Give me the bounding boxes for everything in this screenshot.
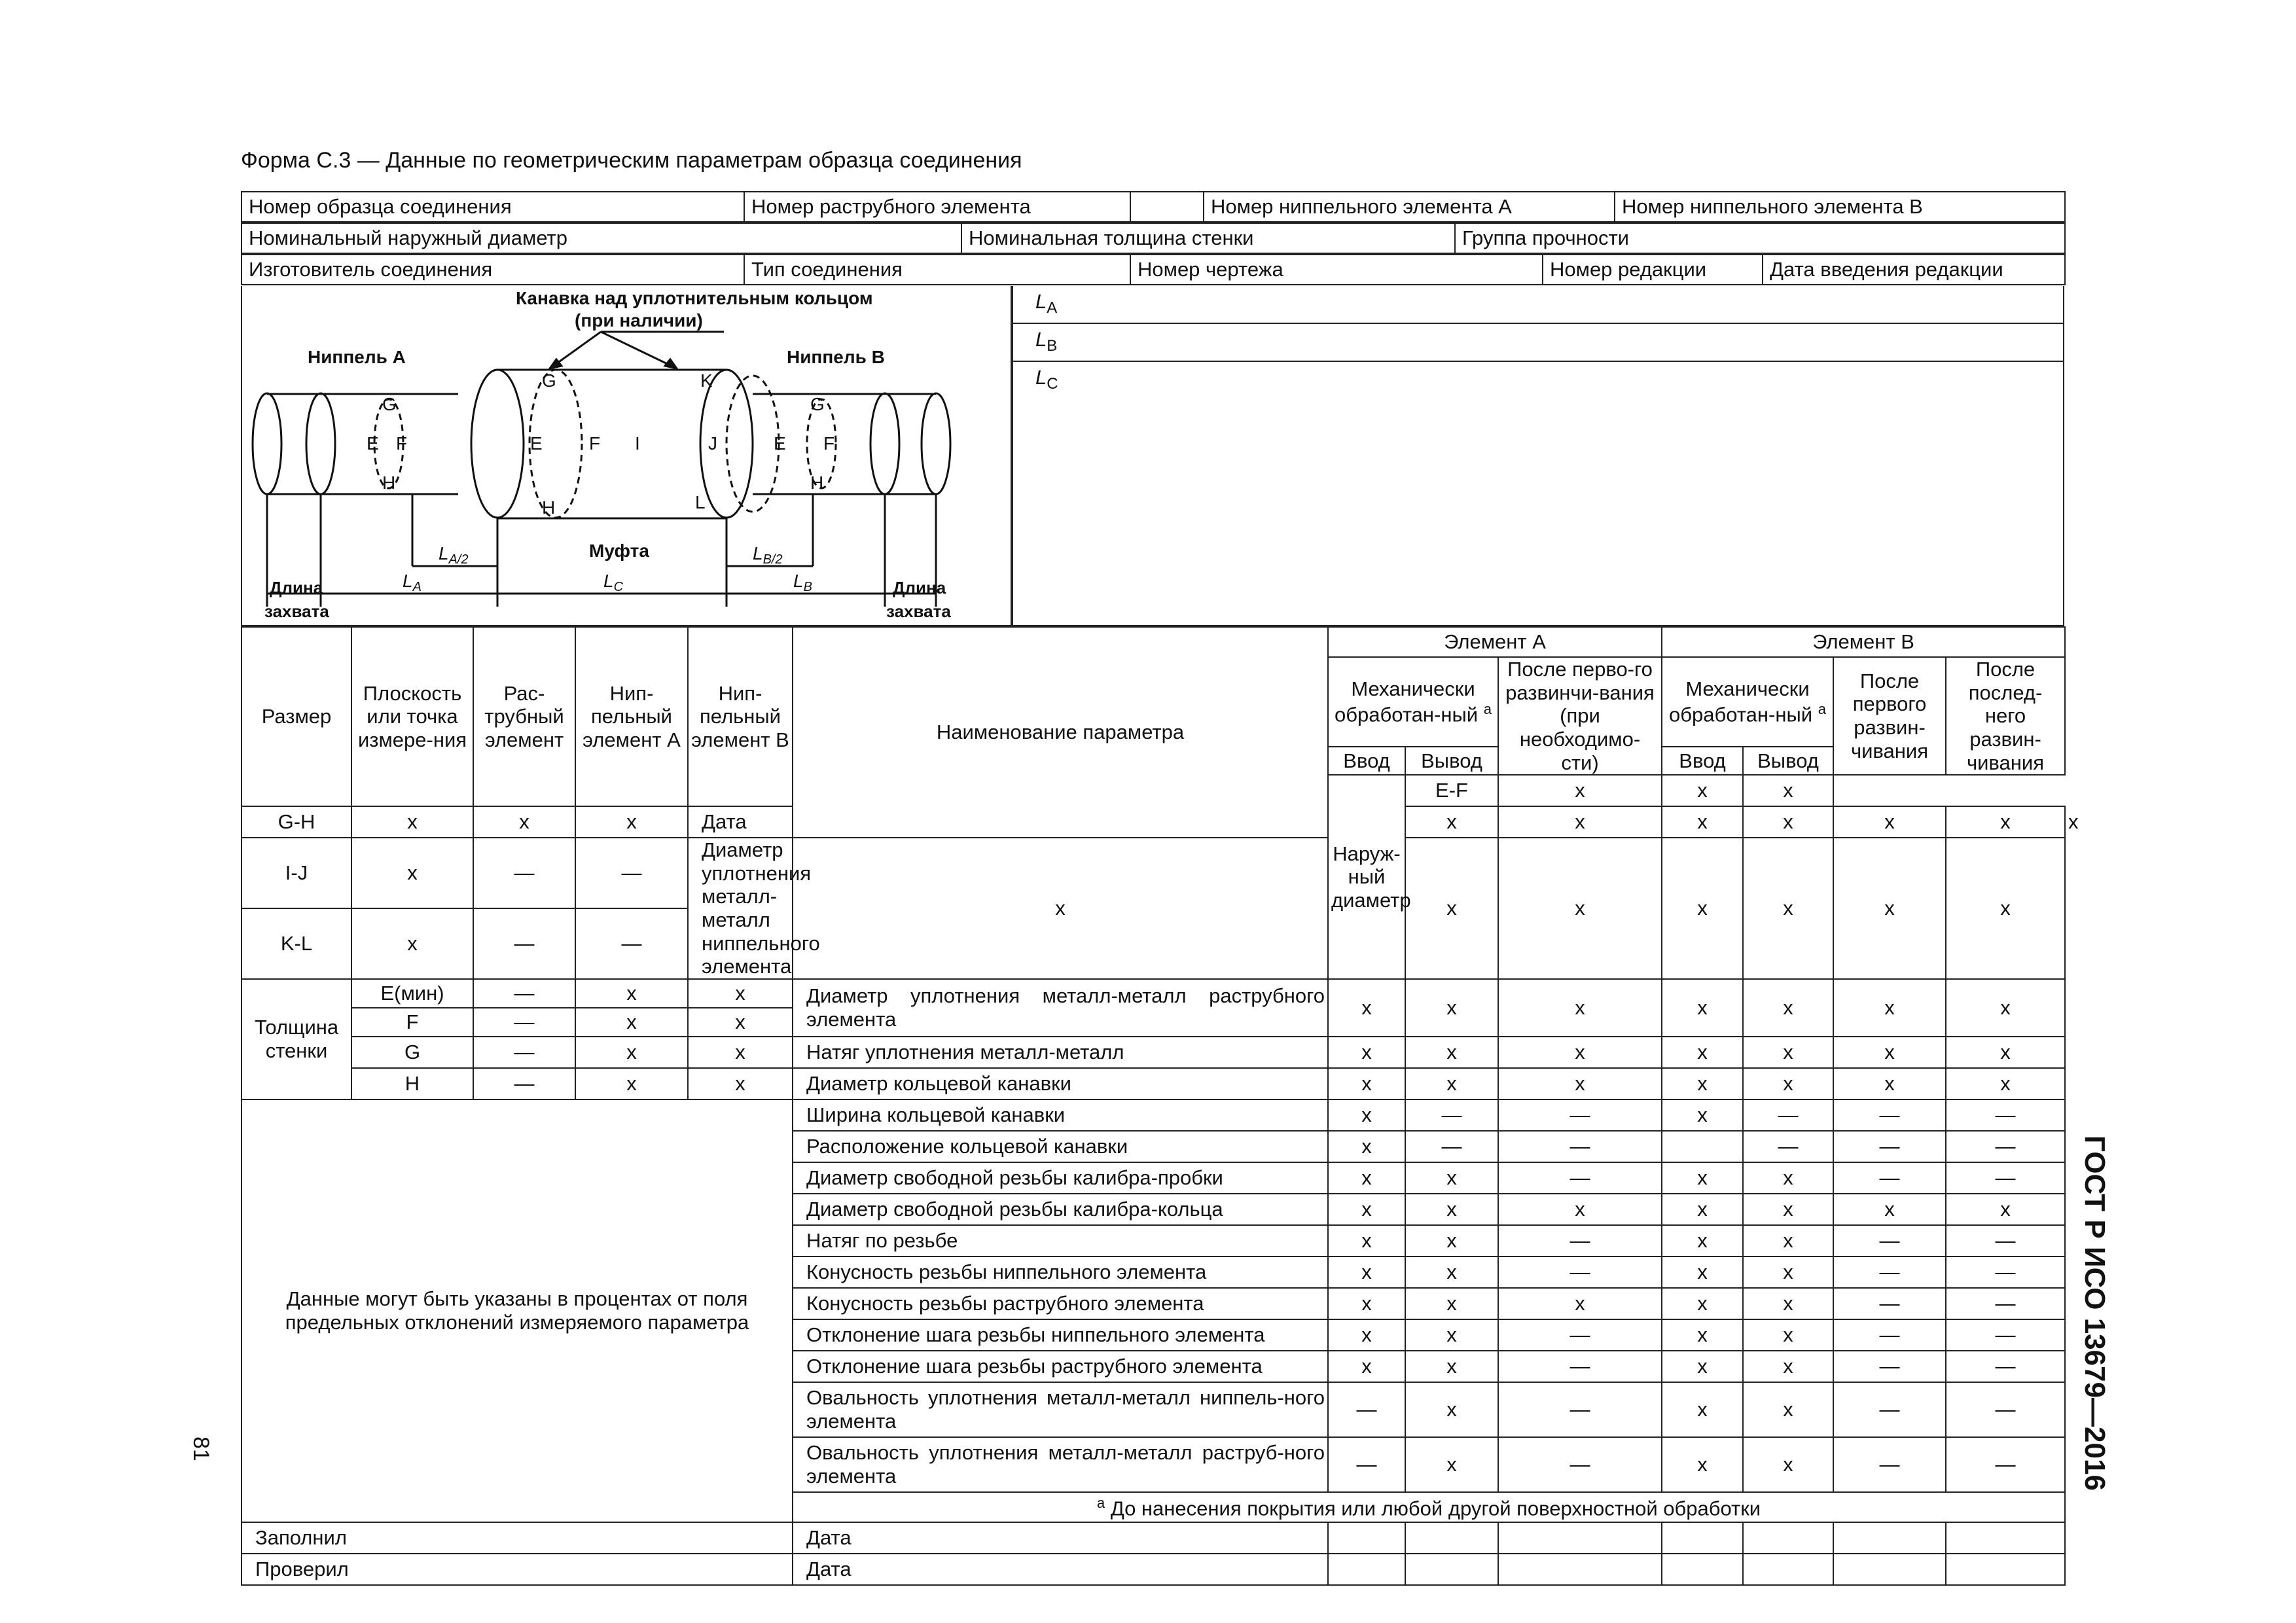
param-name: Конусность резьбы ниппельного элемента bbox=[793, 1257, 1328, 1288]
signature-cell[interactable] bbox=[1946, 1522, 2065, 1554]
signature-cell[interactable] bbox=[1328, 1554, 1405, 1585]
col-header-pin-b: Нип-пельный элемент B bbox=[688, 627, 793, 806]
param-value: — bbox=[1498, 1225, 1662, 1257]
dim-label: $L_{A/2}$ bbox=[439, 543, 469, 567]
col-header-input: Ввод bbox=[1328, 747, 1405, 775]
dim-label: $L_C$ bbox=[603, 571, 624, 594]
param-name: Конусность резьбы раструбного элемента bbox=[793, 1288, 1328, 1319]
param-value: x bbox=[1405, 1382, 1498, 1437]
length-row-la: $L_A$ bbox=[1013, 286, 2063, 324]
param-name: Натяг по резьбе bbox=[793, 1225, 1328, 1257]
param-value: — bbox=[1946, 1131, 2065, 1162]
signature-cell[interactable] bbox=[1662, 1522, 1743, 1554]
measure-plane: G bbox=[351, 1037, 473, 1068]
param-value: x bbox=[1405, 838, 1498, 979]
point-label: E bbox=[530, 433, 543, 454]
col-header-size: Размер bbox=[242, 627, 351, 806]
groove-label-2: (при наличии) bbox=[575, 310, 703, 330]
measure-plane: I-J bbox=[242, 838, 351, 908]
param-value: x bbox=[1833, 1068, 1946, 1099]
param-value: — bbox=[1498, 1099, 1662, 1131]
point-label: E bbox=[367, 433, 379, 454]
col-header-pin-a: Нип-пельный элемент A bbox=[575, 627, 688, 806]
col-header-input: Ввод bbox=[1662, 747, 1743, 775]
page-number: 81 bbox=[188, 1436, 213, 1461]
param-value: — bbox=[1833, 1225, 1946, 1257]
param-name: Отклонение шага резьбы ниппельного элемента bbox=[793, 1319, 1328, 1351]
param-value: — bbox=[1833, 1288, 1946, 1319]
param-value: x bbox=[1328, 1099, 1405, 1131]
measure-value: x bbox=[575, 1008, 688, 1037]
param-value: — bbox=[1498, 1319, 1662, 1351]
param-value: x bbox=[1743, 1319, 1833, 1351]
grip-label: захвата bbox=[264, 601, 329, 621]
param-value: x bbox=[1328, 1037, 1405, 1068]
form-title: Форма С.3 — Данные по геометрическим параметрам образца соединения bbox=[241, 148, 1022, 173]
param-value: x bbox=[1328, 1288, 1405, 1319]
header-cell: Дата введения редакции bbox=[1763, 255, 2065, 285]
param-value: x bbox=[1328, 1225, 1405, 1257]
measure-value: — bbox=[473, 1008, 575, 1037]
param-value: x bbox=[1743, 1351, 1833, 1382]
col-header-after-first-a: После перво-го развинчи-вания (при необходимо-сти) bbox=[1498, 657, 1662, 775]
signature-cell[interactable] bbox=[1743, 1522, 1833, 1554]
measure-value: — bbox=[473, 1037, 575, 1068]
param-value: x bbox=[1743, 1437, 1833, 1492]
param-value: x bbox=[1946, 806, 2065, 838]
header-table-row3 bbox=[241, 254, 2066, 285]
data-note: Данные могут быть указаны в процентах от поля предельных отклонений измеряемого параметра bbox=[242, 1099, 793, 1522]
point-label: I bbox=[635, 433, 640, 454]
signature-cell[interactable] bbox=[1743, 1554, 1833, 1585]
param-value: x bbox=[1662, 1068, 1743, 1099]
length-rows bbox=[1012, 286, 2064, 626]
footnote bbox=[793, 1492, 2065, 1522]
header-cell bbox=[1130, 192, 1204, 222]
signature-cell[interactable] bbox=[1662, 1554, 1743, 1585]
measure-value: x bbox=[1498, 775, 1662, 806]
measure-group: Толщина стенки bbox=[242, 979, 351, 1099]
signature-cell[interactable] bbox=[1946, 1554, 2065, 1585]
param-value: — bbox=[1946, 1288, 2065, 1319]
param-value: — bbox=[1833, 1382, 1946, 1437]
header-cell: Тип соединения bbox=[744, 255, 1130, 285]
param-value: x bbox=[1833, 838, 1946, 979]
connection-diagram bbox=[241, 286, 1012, 626]
param-name: Диаметр свободной резьбы калибра-кольца bbox=[793, 1194, 1328, 1225]
param-name: Расположение кольцевой канавки bbox=[793, 1131, 1328, 1162]
param-value: x bbox=[1498, 806, 1662, 838]
param-value: x bbox=[1405, 1288, 1498, 1319]
document-code: ГОСТ Р ИСО 13679—2016 bbox=[2079, 1135, 2111, 1491]
point-label: L bbox=[695, 492, 706, 512]
measure-value: x bbox=[473, 806, 575, 838]
param-value: x bbox=[1662, 1037, 1743, 1068]
param-value: x bbox=[1328, 979, 1405, 1037]
length-row-lb: $L_B$ bbox=[1013, 324, 2063, 362]
measure-value: x bbox=[351, 806, 473, 838]
measure-value: — bbox=[473, 979, 575, 1008]
col-header-machined-b bbox=[1662, 657, 1833, 747]
measure-plane: E(мин) bbox=[351, 979, 473, 1008]
param-value: x bbox=[1743, 1194, 1833, 1225]
header-cell: Номинальный наружный диаметр bbox=[242, 223, 961, 253]
param-value: x bbox=[1662, 806, 1743, 838]
header-cell: Номер редакции bbox=[1543, 255, 1763, 285]
signature-cell[interactable] bbox=[1498, 1554, 1662, 1585]
measure-value: x bbox=[351, 838, 473, 908]
param-value: x bbox=[1743, 1288, 1833, 1319]
signature-cell[interactable] bbox=[1328, 1522, 1405, 1554]
param-value: x bbox=[1743, 1257, 1833, 1288]
measure-value: x bbox=[688, 979, 793, 1008]
header-cell: Номер раструбного элемента bbox=[744, 192, 1130, 222]
point-label: F bbox=[589, 433, 601, 454]
param-value: x bbox=[1662, 838, 1743, 979]
param-value: x bbox=[1328, 1351, 1405, 1382]
param-value: x bbox=[1498, 979, 1662, 1037]
nipple-b-label: Ниппель B bbox=[787, 347, 885, 367]
param-value: — bbox=[1833, 1162, 1946, 1194]
col-header-after-last-b: После послед-него развин-чивания bbox=[1946, 657, 2065, 775]
param-value: x bbox=[1743, 1162, 1833, 1194]
nipple-a-label: Ниппель A bbox=[308, 347, 406, 367]
param-value: x bbox=[1405, 1037, 1498, 1068]
param-value: x bbox=[1498, 838, 1662, 979]
param-value: — bbox=[1498, 1351, 1662, 1382]
param-value: — bbox=[1946, 1257, 2065, 1288]
param-value: — bbox=[1946, 1437, 2065, 1492]
point-label: J bbox=[708, 433, 717, 454]
param-value: — bbox=[1946, 1099, 2065, 1131]
measure-plane: F bbox=[351, 1008, 473, 1037]
footnote-mark: a bbox=[1818, 700, 1826, 717]
param-value: x bbox=[1743, 806, 1833, 838]
header-table bbox=[241, 191, 2066, 223]
measure-value: x bbox=[575, 1068, 688, 1099]
param-value: — bbox=[1833, 1319, 1946, 1351]
header-table-row2 bbox=[241, 223, 2066, 254]
measure-value: x bbox=[575, 979, 688, 1008]
param-value: — bbox=[1328, 1382, 1405, 1437]
param-value: x bbox=[1743, 979, 1833, 1037]
param-value: x bbox=[1405, 1351, 1498, 1382]
measure-value: x bbox=[575, 1037, 688, 1068]
col-header-output: Вывод bbox=[1405, 747, 1498, 775]
param-value: x bbox=[1328, 1257, 1405, 1288]
param-value: x bbox=[1662, 1194, 1743, 1225]
col-header-machined-a bbox=[1328, 657, 1498, 747]
col-header-after-first-b: После первого развин-чивания bbox=[1833, 657, 1946, 775]
dim-label: $L_{B/2}$ bbox=[753, 543, 783, 567]
param-name: Дата bbox=[688, 806, 793, 838]
param-value: x bbox=[1662, 1099, 1743, 1131]
header-cell: Номер чертежа bbox=[1130, 255, 1543, 285]
col-header-output: Вывод bbox=[1743, 747, 1833, 775]
param-name: Овальность уплотнения металл-металл раструб-ного элемента bbox=[793, 1437, 1328, 1492]
length-row-lc: $L_C$ bbox=[1035, 366, 1058, 393]
param-value: — bbox=[1405, 1131, 1498, 1162]
param-value: — bbox=[1833, 1131, 1946, 1162]
param-value: x bbox=[1405, 1257, 1498, 1288]
measure-value: — bbox=[473, 838, 575, 908]
param-name: Отклонение шага резьбы раструбного элемента bbox=[793, 1351, 1328, 1382]
param-name: Натяг уплотнения металл-металл bbox=[793, 1037, 1328, 1068]
param-value: x bbox=[1328, 1194, 1405, 1225]
date-label: Дата bbox=[793, 1554, 1328, 1585]
checked-by-field[interactable]: Проверил bbox=[242, 1554, 793, 1585]
grip-label: Длина bbox=[270, 578, 323, 597]
param-value: x bbox=[1328, 1068, 1405, 1099]
signature-cell[interactable] bbox=[1405, 1522, 1498, 1554]
param-value: x bbox=[1328, 1162, 1405, 1194]
machined-label: Механически обработан-ный bbox=[1335, 677, 1479, 726]
param-value: — bbox=[1405, 1099, 1498, 1131]
measure-plane: G-H bbox=[242, 806, 351, 838]
measure-plane: E-F bbox=[1405, 775, 1498, 806]
measure-plane: K-L bbox=[242, 908, 351, 979]
param-value: — bbox=[1946, 1225, 2065, 1257]
param-value: x bbox=[1662, 979, 1743, 1037]
param-value: x bbox=[1328, 1131, 1405, 1162]
col-header-box: Рас-трубный элемент bbox=[473, 627, 575, 806]
param-value: x bbox=[1946, 979, 2065, 1037]
param-value: — bbox=[1833, 1351, 1946, 1382]
param-value: x bbox=[1662, 1382, 1743, 1437]
param-name: Ширина кольцевой канавки bbox=[793, 1099, 1328, 1131]
param-value: x bbox=[1405, 979, 1498, 1037]
param-value: x bbox=[1946, 1194, 2065, 1225]
col-header-plane: Плоскость или точка измере-ния bbox=[351, 627, 473, 806]
param-value: x bbox=[1405, 1194, 1498, 1225]
header-cell: Номер ниппельного элемента A bbox=[1204, 192, 1615, 222]
param-value: x bbox=[1833, 1037, 1946, 1068]
param-value: — bbox=[1328, 1437, 1405, 1492]
footnote-mark: a bbox=[1096, 1494, 1105, 1511]
point-label: G bbox=[810, 394, 825, 414]
point-label: H bbox=[810, 473, 824, 493]
param-value: — bbox=[1833, 1099, 1946, 1131]
measure-value: x bbox=[1743, 775, 1833, 806]
param-name: Овальность уплотнения металл-металл ниппель-ного элемента bbox=[793, 1382, 1328, 1437]
point-label: G bbox=[382, 394, 397, 414]
measure-value: x bbox=[688, 1068, 793, 1099]
param-value: — bbox=[1498, 1162, 1662, 1194]
param-value: x bbox=[1833, 806, 1946, 838]
param-value: — bbox=[1498, 1131, 1662, 1162]
param-value: x bbox=[1662, 1319, 1743, 1351]
header-cell: Номер образца соединения bbox=[242, 192, 744, 222]
param-value: x bbox=[1328, 1319, 1405, 1351]
param-value: — bbox=[1498, 1437, 1662, 1492]
param-value: x bbox=[1662, 1162, 1743, 1194]
measure-value: — bbox=[575, 838, 688, 908]
param-value: x bbox=[1498, 1194, 1662, 1225]
param-value: — bbox=[1946, 1319, 2065, 1351]
param-value: x bbox=[1662, 1225, 1743, 1257]
measure-plane: H bbox=[351, 1068, 473, 1099]
signature-cell[interactable] bbox=[1833, 1554, 1946, 1585]
grip-label: Длина bbox=[893, 578, 946, 597]
parameters-table: Размер Плоскость или точка измере-ния Рас-трубный элемент Нип-пельный элемент A Нип-пельный элемент B Наименование параметра Элемент A Элемент B Механически обработан-ный $^a$ После перво-го развинчи-вания (при необходимо-сти) Механически обработан-ный $^a$ После первого развин-чивания После послед-него развин-чивания Ввод Вывод Ввод Вывод Наруж-ный диаметр E-F x x x G-H x x x Дата x x x x x x x I-J x — — Диаметр уплотнения металл-металл ниппельного элемента x x x x x x x K-L x — — Толщина стенки E(мин) — x x Диаметр уплотнения металл-металл раструбного элемента x x x x x x x F — x x G — x x Натяг уплотнения металл-металл x x x x x x x H — x x Диаметр кольцевой канавки x x x x x x x Данные могут быть указаны в процентах от поля предельных отклонений измеряемого параметра Ширина кольцевой канавки x — — x — — — Расположение кольцевой канавки x — — — — — Диаметр свободной резьбы калибра-пробки x x — x x — — Диаметр свободной резьбы калибра-кольца x x x x x x x Натяг по резьбе x x — x x — — Конусность резьбы ниппельного элемента x x — x x — — Конусность резьбы раструбного элемента x x x x x — — Отклонение шага резьбы ниппельного элемента x x — x x — — Отклонение шага резьбы раструбного элемента x x — x x — — Овальность уплотнения металл-металл ниппель-ного элемента — x — x x — — Овальность уплотнения металл-металл раструб-ного элемента — x — x x — — $^a$ До нанесения покрытия или любой другой поверхностной обработки Заполнил Дата Проверил Дата bbox=[241, 626, 2066, 1586]
measure-value: x bbox=[351, 908, 473, 979]
param-value: x bbox=[1405, 1437, 1498, 1492]
dim-label: $L_B$ bbox=[793, 571, 812, 594]
param-value: x bbox=[1743, 1068, 1833, 1099]
param-value: — bbox=[1498, 1257, 1662, 1288]
param-value: x bbox=[1662, 1257, 1743, 1288]
col-header-param: Наименование параметра bbox=[793, 627, 1328, 838]
param-value: — bbox=[1743, 1099, 1833, 1131]
grip-label: захвата bbox=[886, 601, 951, 621]
footnote-mark: a bbox=[1483, 700, 1492, 717]
header-cell: Группа прочности bbox=[1455, 223, 2065, 253]
date-label: Дата bbox=[793, 1522, 1328, 1554]
point-label: H bbox=[382, 473, 396, 493]
param-value: x bbox=[1743, 1382, 1833, 1437]
param-name: Диаметр уплотнения металл-металл ниппельного элемента bbox=[688, 838, 793, 979]
param-value: — bbox=[1833, 1257, 1946, 1288]
param-value: — bbox=[1946, 1351, 2065, 1382]
point-label: E bbox=[774, 433, 786, 454]
filled-by-field[interactable]: Заполнил bbox=[242, 1522, 793, 1554]
param-value: x bbox=[1662, 1351, 1743, 1382]
machined-label: Механически обработан-ный bbox=[1669, 677, 1813, 726]
param-value: x bbox=[1743, 1225, 1833, 1257]
param-value: x bbox=[1833, 979, 1946, 1037]
measure-value: — bbox=[473, 1068, 575, 1099]
param-value: — bbox=[1946, 1162, 2065, 1194]
measure-value: x bbox=[688, 1008, 793, 1037]
param-value: x bbox=[1498, 1288, 1662, 1319]
param-value: x bbox=[1662, 1437, 1743, 1492]
param-value: x bbox=[1743, 838, 1833, 979]
param-value bbox=[1662, 1131, 1743, 1162]
measure-value: — bbox=[473, 908, 575, 979]
signature-cell[interactable] bbox=[1498, 1522, 1662, 1554]
measure-value: — bbox=[575, 908, 688, 979]
param-value: x bbox=[1498, 1037, 1662, 1068]
signature-cell[interactable] bbox=[1405, 1554, 1498, 1585]
header-cell: Номинальная толщина стенки bbox=[961, 223, 1455, 253]
param-value: — bbox=[1946, 1382, 2065, 1437]
nipple-a-end bbox=[253, 393, 281, 494]
measure-value: x bbox=[575, 806, 688, 838]
connection-diagram-svg bbox=[242, 286, 1011, 625]
point-label: K bbox=[700, 370, 713, 391]
param-value: x bbox=[1662, 1288, 1743, 1319]
param-name: Диаметр кольцевой канавки bbox=[793, 1068, 1328, 1099]
groove-label: Канавка над уплотнительным кольцом bbox=[516, 288, 873, 308]
param-value: x bbox=[1405, 1319, 1498, 1351]
param-value: x bbox=[1498, 1068, 1662, 1099]
param-value: — bbox=[1743, 1131, 1833, 1162]
footnote-text: До нанесения покрытия или любой другой поверхностной обработки bbox=[1110, 1496, 1761, 1520]
param-name: Диаметр уплотнения металл-металл раструбного элемента bbox=[793, 979, 1328, 1037]
param-value: — bbox=[1498, 1382, 1662, 1437]
param-value: x bbox=[1946, 1037, 2065, 1068]
param-value: x bbox=[1405, 1068, 1498, 1099]
col-header-element-a: Элемент A bbox=[1328, 627, 1662, 657]
header-cell: Номер ниппельного элемента B bbox=[1615, 192, 2065, 222]
dim-label: $L_A$ bbox=[403, 571, 422, 594]
param-name: Диаметр свободной резьбы калибра-пробки bbox=[793, 1162, 1328, 1194]
point-label: G bbox=[542, 370, 556, 391]
param-value: x bbox=[1405, 1225, 1498, 1257]
header-cell: Изготовитель соединения bbox=[242, 255, 744, 285]
point-label: F bbox=[396, 433, 408, 454]
param-value: x bbox=[1946, 1068, 2065, 1099]
param-value: x bbox=[1405, 806, 1498, 838]
param-value: x bbox=[1405, 1162, 1498, 1194]
point-label: F bbox=[823, 433, 835, 454]
coupling-label: Муфта bbox=[589, 541, 649, 561]
signature-cell[interactable] bbox=[1833, 1522, 1946, 1554]
col-header-element-b: Элемент B bbox=[1662, 627, 2065, 657]
param-value: x bbox=[1833, 1194, 1946, 1225]
param-value: x bbox=[1743, 1037, 1833, 1068]
measure-group: Наруж-ный диаметр bbox=[1328, 775, 1405, 979]
point-label: H bbox=[542, 497, 556, 518]
measure-value: x bbox=[688, 1037, 793, 1068]
param-value: x bbox=[1946, 838, 2065, 979]
nipple-a-outline bbox=[267, 394, 458, 494]
param-value: x bbox=[793, 838, 1328, 979]
measure-value: x bbox=[1662, 775, 1743, 806]
param-value: — bbox=[1833, 1437, 1946, 1492]
